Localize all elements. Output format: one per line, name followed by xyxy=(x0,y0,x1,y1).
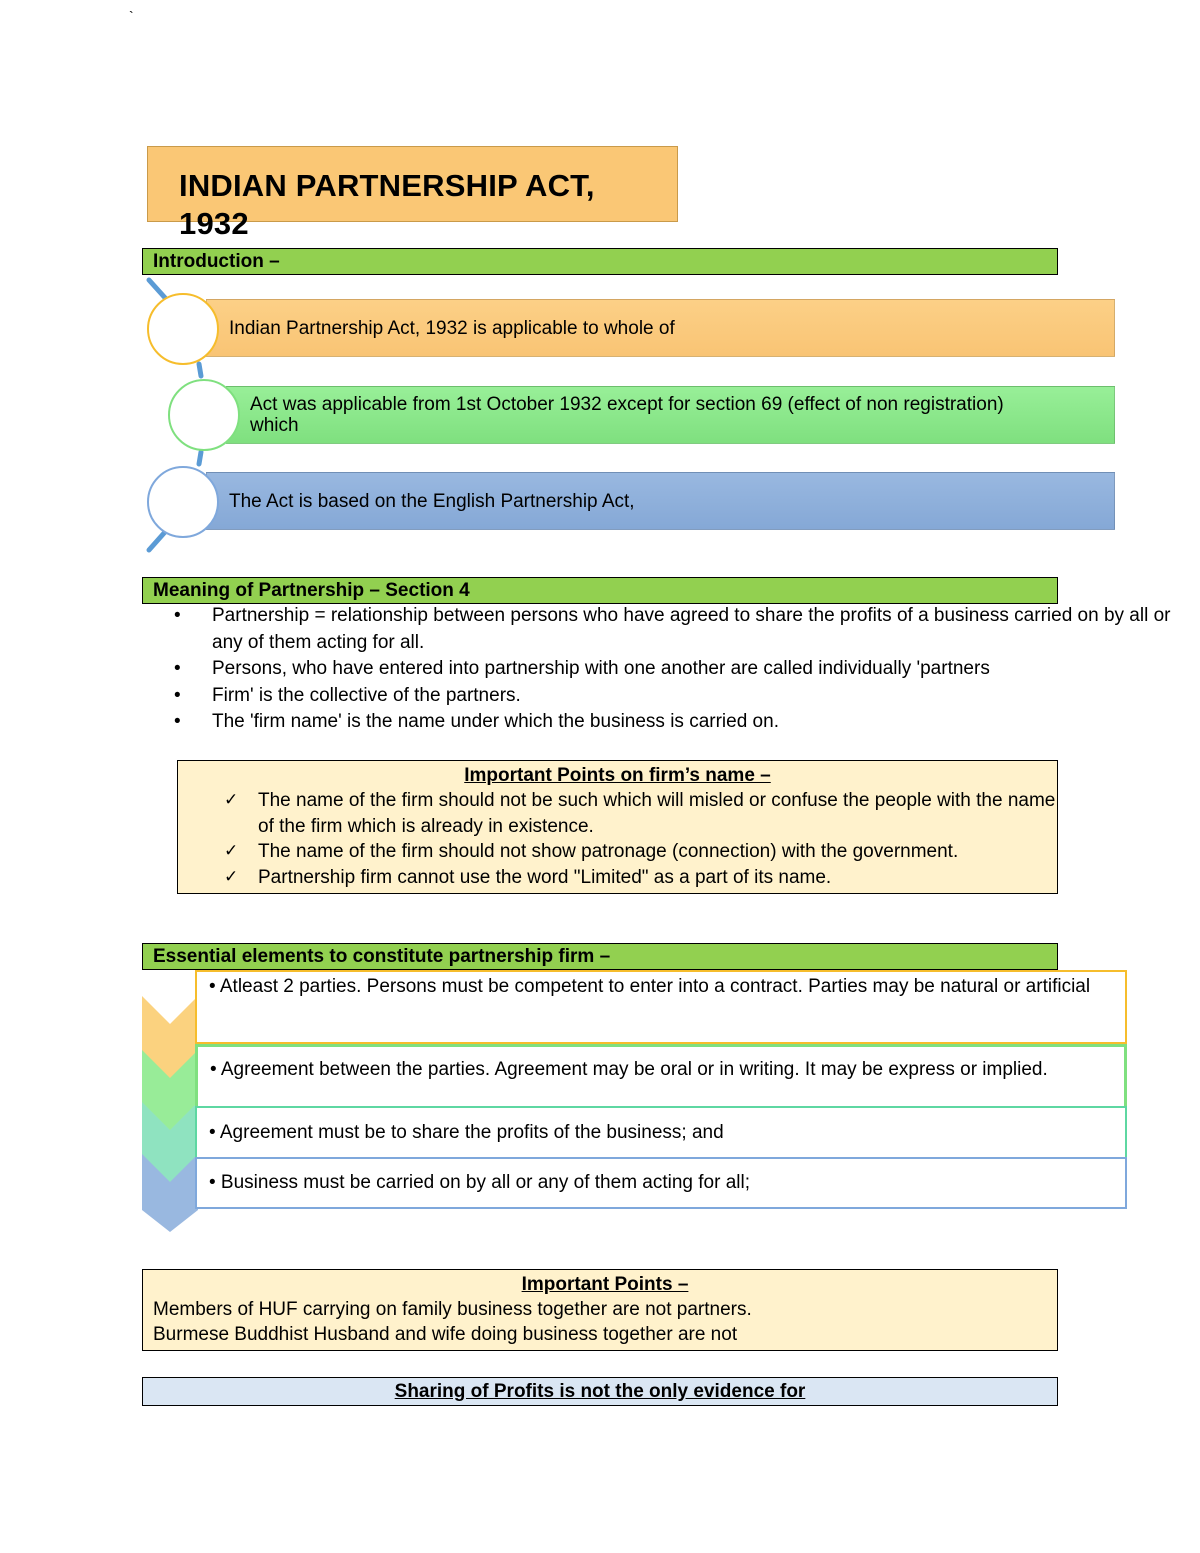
intro-circle-2 xyxy=(168,379,240,451)
essential-item-2 xyxy=(195,1044,1127,1110)
important-points-box xyxy=(142,1269,1058,1351)
meaning-list xyxy=(150,603,1187,736)
intro-item-1-text: Indian Partnership Act, 1932 is applicable to whole of xyxy=(229,318,675,339)
document-title-box xyxy=(147,146,678,241)
essential-item-1-text: • Atleast 2 parties. Persons must be competent to enter into a contract. Parties may be natural or artificial xyxy=(209,976,1091,997)
firm-name-points-heading: Important Points on firm’s name – xyxy=(464,765,771,786)
essential-item-1 xyxy=(195,970,1127,1044)
intro-circle-3 xyxy=(147,466,219,538)
check-item: ✓ The name of the firm should not show patronage (connection) with the government. xyxy=(258,839,1057,865)
essential-item-3-text: • Agreement must be to share the profits of the business; and xyxy=(209,1122,724,1143)
intro-circle-1 xyxy=(147,293,219,365)
sharing-heading: Sharing of Profits is not the only evidence for xyxy=(142,1377,1058,1406)
essential-item-3 xyxy=(195,1106,1127,1161)
essential-item-4-text: • Business must be carried on by all or any of them acting for all; xyxy=(209,1172,751,1193)
document-title: INDIAN PARTNERSHIP ACT, 1932 xyxy=(179,168,595,241)
meaning-item: • Partnership = relationship between persons who have agreed to share the profits of a business carried on by all or any of them acting for all. xyxy=(212,603,1187,656)
important-points-line: Burmese Buddhist Husband and wife doing business together are not xyxy=(153,1324,738,1345)
intro-item-3 xyxy=(206,472,1115,530)
meaning-item: • The 'firm name' is the name under which the business is carried on. xyxy=(212,709,1187,736)
intro-item-1 xyxy=(206,299,1115,357)
chevron-arrows xyxy=(140,996,200,1236)
meaning-heading: Meaning of Partnership – Section 4 xyxy=(142,577,1058,604)
firm-name-points-box xyxy=(177,760,1058,894)
intro-item-2 xyxy=(226,386,1115,444)
meaning-item: • Persons, who have entered into partnership with one another are called individually 'partners xyxy=(212,656,1187,683)
important-points-line: Members of HUF carrying on family business together are not partners. xyxy=(153,1299,752,1320)
essential-item-2-text: • Agreement between the parties. Agreement may be oral or in writing. It may be express or implied. xyxy=(210,1059,1048,1080)
important-points-heading: Important Points – xyxy=(521,1274,689,1295)
introduction-heading: Introduction – xyxy=(142,248,1058,275)
essential-item-4 xyxy=(195,1157,1127,1209)
essentials-heading: Essential elements to constitute partnership firm – xyxy=(142,943,1058,970)
check-item: ✓ The name of the firm should not be such which will misled or confuse the people with the name of the firm which is already in existence. xyxy=(258,788,1057,839)
intro-item-3-text: The Act is based on the English Partnership Act, xyxy=(229,491,635,512)
meaning-item: • Firm' is the collective of the partners. xyxy=(212,683,1187,710)
intro-item-2-text: Act was applicable from 1st October 1932 except for section 69 (effect of non registration) which xyxy=(250,394,1004,436)
corner-mark: ` xyxy=(129,8,134,24)
check-item: ✓ Partnership firm cannot use the word "Limited" as a part of its name. xyxy=(258,865,1057,891)
firm-name-points-list xyxy=(178,788,1057,890)
